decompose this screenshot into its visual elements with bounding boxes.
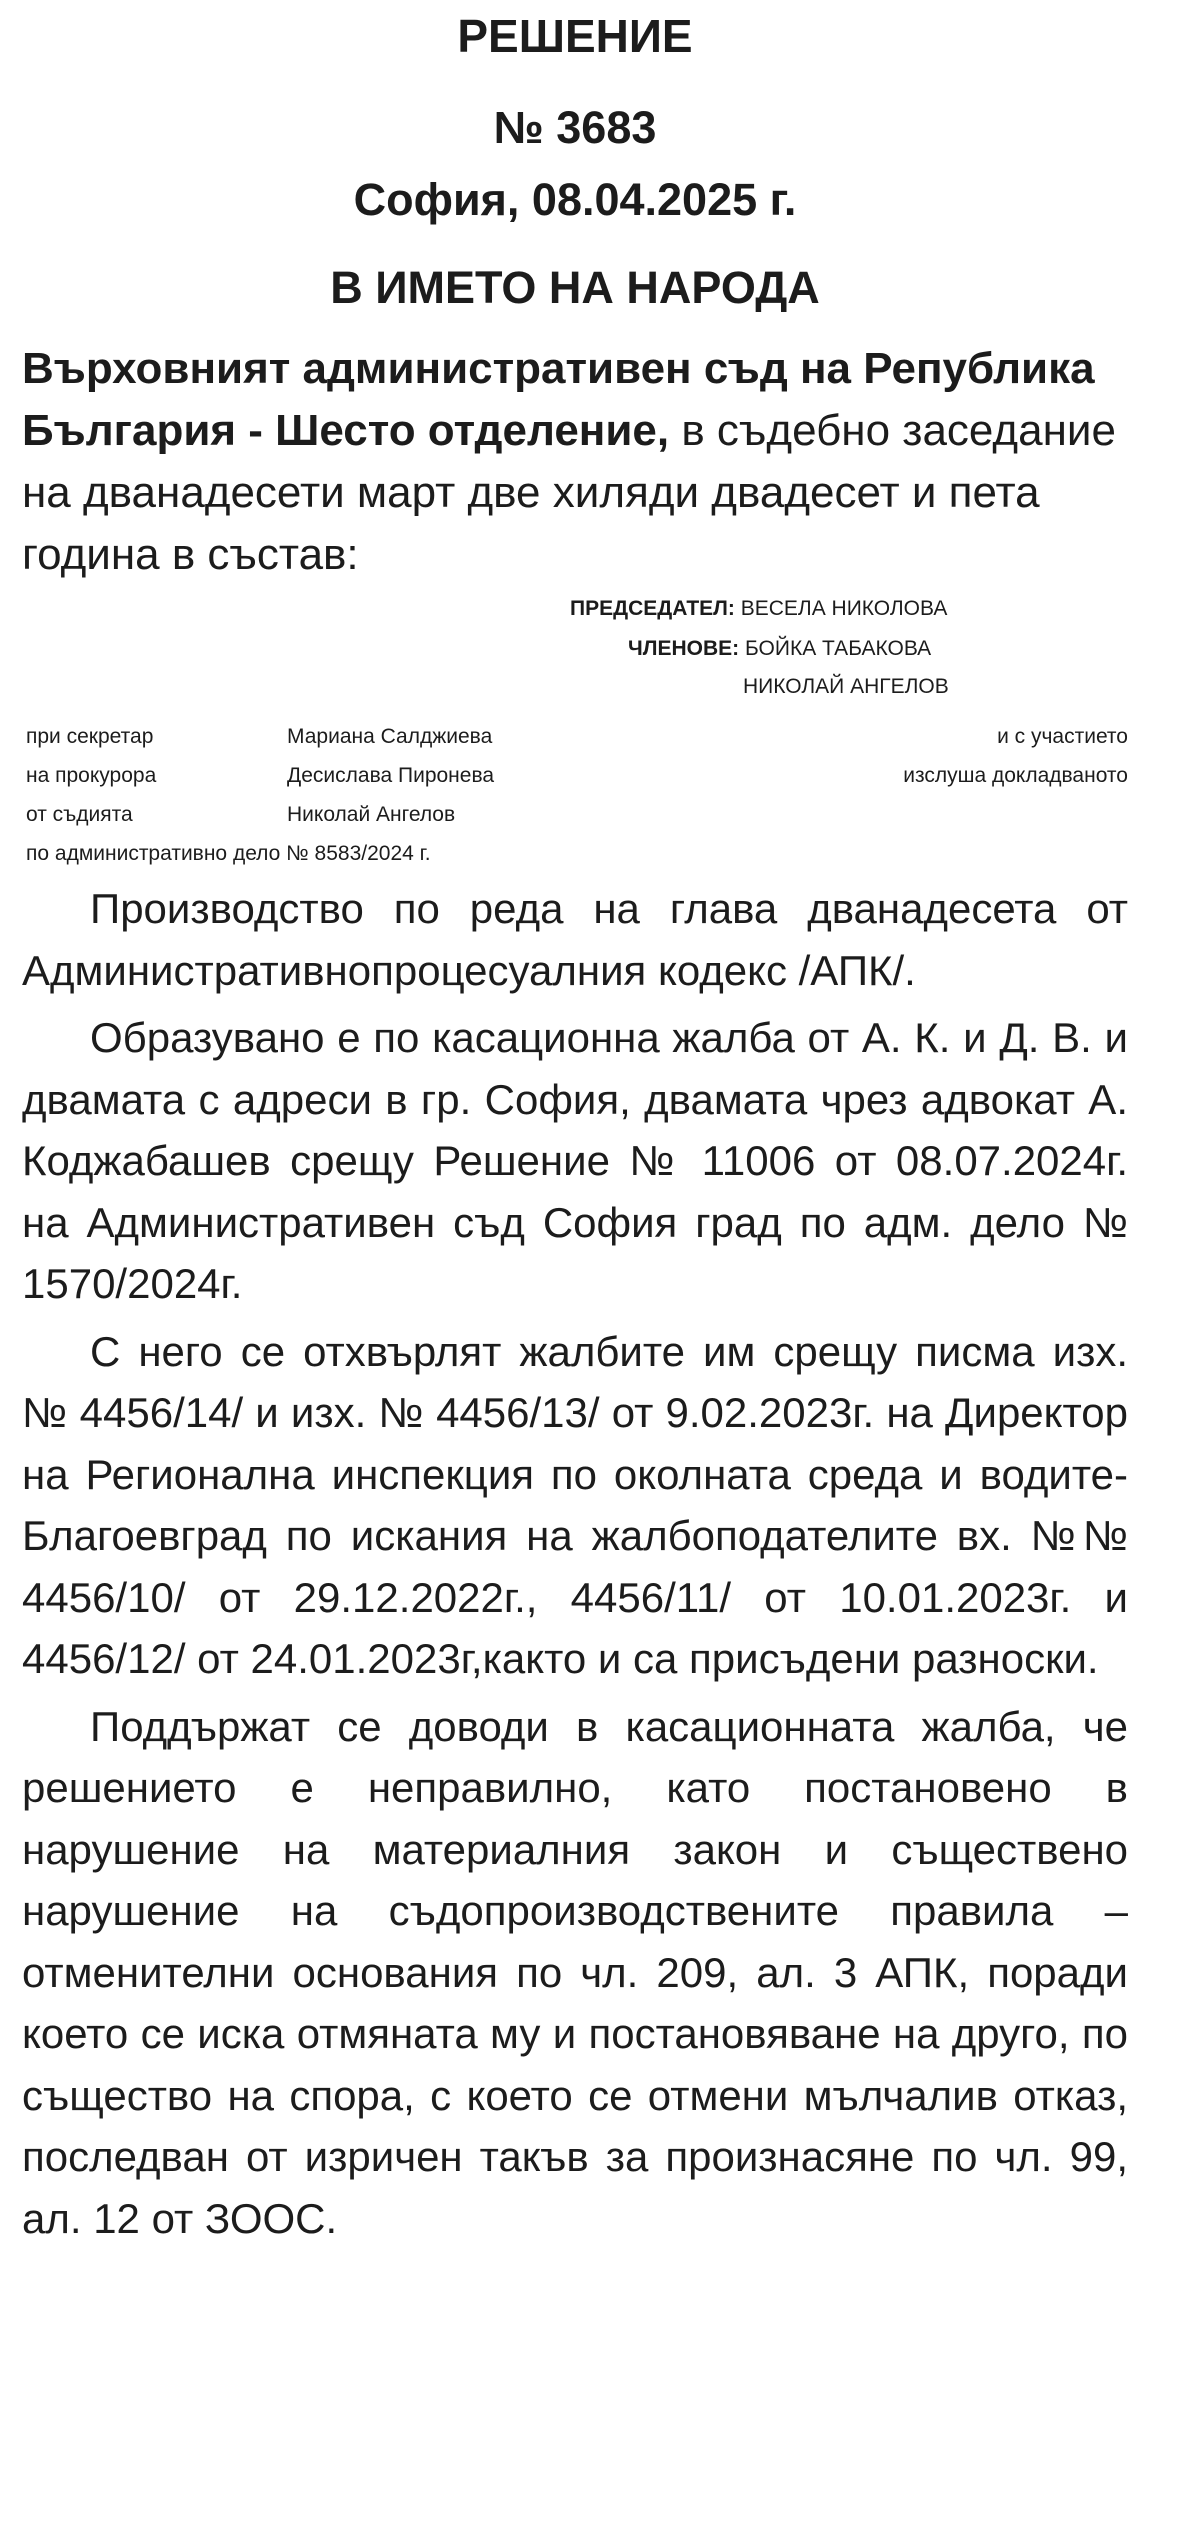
chair-label: ПРЕДСЕДАТЕЛ:: [570, 597, 735, 620]
reported-text: изслуша докладваното: [903, 764, 1128, 787]
members-line: [628, 634, 931, 664]
decision-number: № 3683: [493, 102, 657, 153]
body-paragraph: С него се отхвърлят жалбите им срещу писма изх. № 4456/14/ и изх. № 4456/13/ от 9.02.2023г. на Директор на Регионална инспекция по околната среда и водите-Благоевград по искания на жалбоподателите вх. №№ 4456/10/ от 29.12.2022г., 4456/11/ от 10.01.2023г. и 4456/12/ от 24.01.2023г,както и са присъдени разноски.: [22, 1327, 1128, 1682]
judge-name: Николай Ангелов: [287, 803, 456, 826]
body-paragraph: Образувано е по касационна жалба от А. К. и Д. В. и двамата с адреси в гр. София, двамата чрез адвокат А. Коджабашев срещу Решение № 11006 от 08.07.2024г. на Административен съд София град по адм. дело № 1570/2024г.: [22, 1014, 1128, 1307]
intro-text: в съдебно заседание на дванадесети март две хиляди двадесет и пета година в състав:: [22, 406, 1116, 579]
judge-label: от съдията: [26, 803, 133, 826]
participation-text: и с участието: [997, 725, 1128, 748]
chair-line: [570, 594, 947, 624]
member-2: НИКОЛАЙ АНГЕЛОВ: [743, 675, 949, 698]
document-title: РЕШЕНИЕ: [457, 10, 693, 62]
place-date: София, 08.04.2025 г.: [353, 174, 797, 225]
document-page: [22, 0, 1128, 2255]
court-panel: [22, 586, 1128, 878]
intro-paragraph: [22, 338, 1128, 586]
case-reference: по административно дело № 8583/2024 г.: [26, 842, 431, 865]
prosecutor-label: на прокурора: [26, 764, 157, 787]
member-1: БОЙКА ТАБАКОВА: [739, 637, 932, 660]
body-paragraph: Производство по реда на глава дванадесета от Административнопроцесуалния кодекс /АПК/.: [22, 885, 1128, 994]
body-paragraph: Поддържат се доводи в касационната жалба, че решението е неправилно, като постановено в нарушение на материалния закон и съществено нарушение на съдопроизводствените правила – отменителни основания по чл. 209, ал. 3 АПК, поради което се иска отмяната му и постановяване на друго, по същество на спора, с което се отмени мълчалив отказ, последван от изричен такъв за произнасяне по чл. 99, ал. 12 от ЗООС.: [22, 1702, 1128, 2242]
chair-name: ВЕСЕЛА НИКОЛОВА: [734, 597, 948, 620]
court-name: Върховният административен съд на Република България - Шесто отделение,: [22, 344, 1095, 455]
prosecutor-name: Десислава Пиронева: [287, 764, 495, 787]
secretary-name: Мариана Салджиева: [287, 725, 493, 748]
people-heading: В ИМЕТО НА НАРОДА: [330, 262, 820, 313]
members-label: ЧЛЕНОВЕ:: [628, 637, 740, 660]
secretary-label: при секретар: [26, 725, 154, 748]
